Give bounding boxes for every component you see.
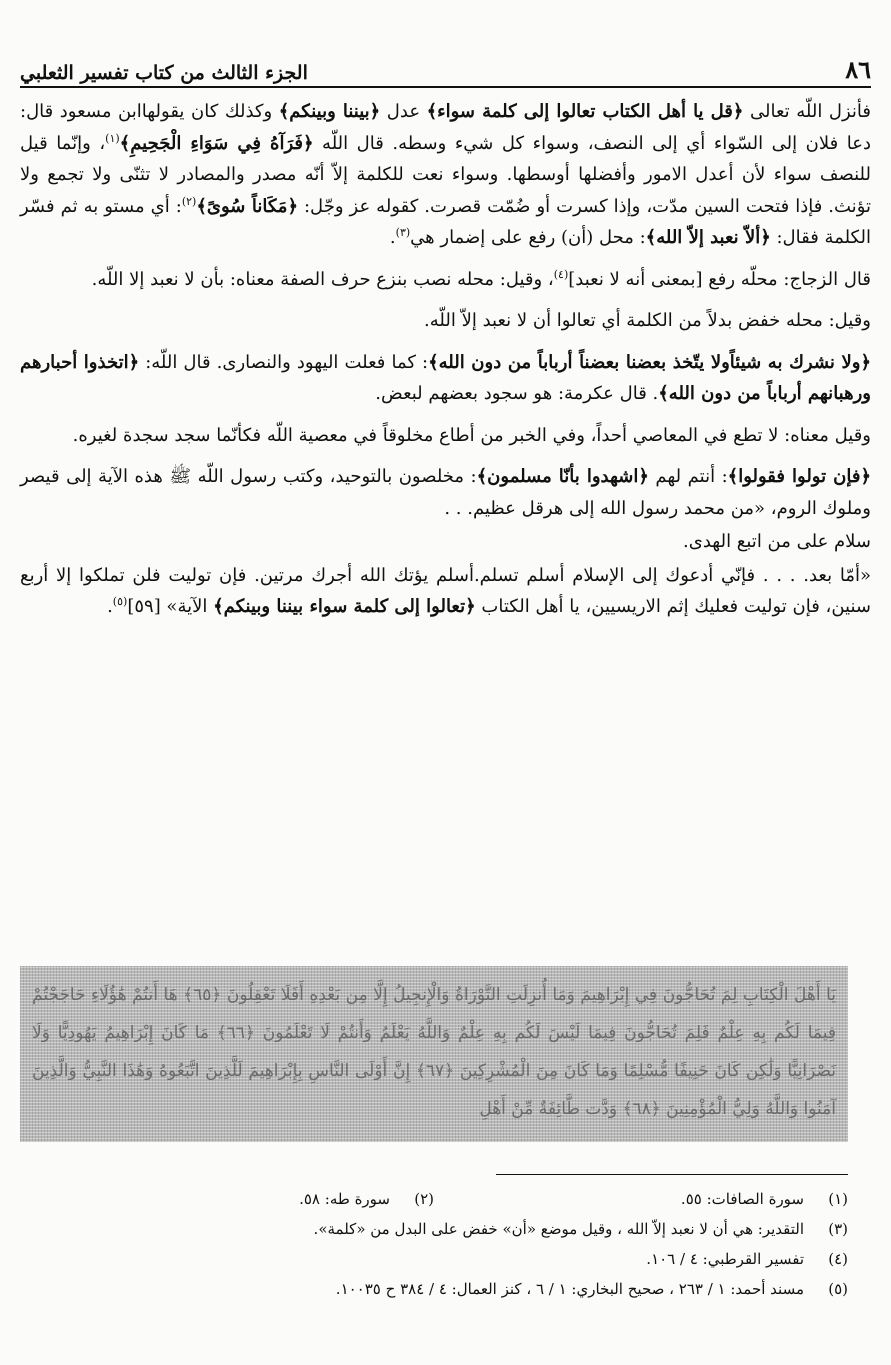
quran-quote: ﴿مَكَاناً سُوىً﴾	[196, 195, 298, 217]
text-run: وكذلك كان يقولهاابن مسعود قال: دعا فلان إلى السّواء أي إلى النصف، وسواء كل شيء وسطه. قال اللّه	[20, 101, 872, 154]
footnote-ref: (٥)	[112, 595, 128, 608]
paragraph	[20, 347, 871, 410]
text-run: قال الزجاج: محلّه رفع [بمعنى أنه لا نعبد]	[568, 268, 871, 290]
text-run: .	[389, 227, 396, 248]
paragraph	[20, 264, 871, 296]
text-run: : أنتم لهم	[648, 466, 728, 487]
footnote-ref: (١)	[105, 131, 120, 145]
footnote-ref: (٢)	[181, 194, 197, 208]
text-run: . قال عكرمة: هو سجود بعضهم لبعض.	[375, 383, 659, 404]
footnote-2: (٢) سورة طه: ٥٨.	[299, 1190, 434, 1208]
text-run: : مخلصون بالتوحيد، وكتب رسول اللّه ﷺ هذه الآية إلى قيصر وملوك الروم، «من محمد رسول الله إلى هرقل عظيم. . .	[20, 466, 871, 519]
quran-quote: ﴿ألاّ نعبد إلاّ الله﴾	[645, 227, 771, 248]
page-header	[20, 44, 871, 84]
text-run: عدل	[380, 101, 427, 122]
paragraph	[20, 461, 871, 524]
text-run: وقيل: محله خفض بدلاً من الكلمة أي تعالوا أن لا نعبد إلاّ اللّه.	[424, 310, 871, 331]
footnote-1: (١) سورة الصافات: ٥٥.	[680, 1190, 848, 1208]
text-run: ، وإنّما قيل للنصف سواء لأن أعدل الامور وأفضلها أوسطها. وسواء نعت للكلمة إلاّ أنّه مصدر والمصادر لا تثنّى ولا تجمع ولا تؤنث. فإذا فتحت السين مدّت، وإذا كسرت أو ضُمّت قصرت. كقوله عز وجّل:	[20, 132, 872, 217]
footnotes	[20, 1184, 848, 1304]
text-run: : كما فعلت اليهود والنصارى. قال اللّه:	[139, 351, 429, 373]
running-title: الجزء الثالث من كتاب تفسير الثعلبي	[20, 62, 308, 84]
footnote-3: (٣) التقدير: هي أن لا نعبد إلاّ الله ، وقيل موضع «أن» خفض على البدل من «كلمة».	[313, 1220, 848, 1238]
text-run: فأنزل اللّه تعالى	[743, 101, 872, 122]
header-rule	[20, 86, 871, 88]
quran-quote: ﴿اشهدوا بأنّا مسلمون﴾	[476, 466, 649, 487]
main-text	[20, 96, 871, 633]
quran-quote: ﴿فَرَآهُ فِي سَوَاءِ الْجَحِيمِ﴾	[119, 132, 314, 154]
quran-quote: ﴿قل يا أهل الكتاب تعالوا إلى كلمة سواء﴾	[426, 101, 744, 122]
text-run: .	[107, 596, 113, 617]
paragraph	[20, 96, 871, 254]
footnote-4: (٤) تفسير القرطبي: ٤ / ١٠٦.	[646, 1250, 848, 1268]
paragraph	[20, 420, 871, 452]
text-run: ، وقيل: محله نصب بنزع حرف الصفة معناه: بأن لا نعبد إلا اللّه.	[91, 268, 554, 290]
page-number: ٨٦	[845, 55, 871, 84]
text-run: وقيل معناه: لا تطع في المعاصي أحداً، وفي الخبر من أطاع مخلوقاً في معصية اللّه فكأنّما سجد سجدة لغيره.	[72, 424, 871, 446]
text-run: : أي مستو به ثم فسّر الكلمة فقال:	[20, 195, 871, 248]
quran-quote: ﴿اتخذوا أحبارهم ورهبانهم أرباباً من دون الله﴾	[20, 351, 871, 404]
footnote-rule	[496, 1174, 848, 1175]
footnote-ref: (٣)	[395, 226, 411, 239]
text-run: سلام على من اتبع الهدى.	[683, 531, 871, 552]
footnote-row	[20, 1184, 848, 1214]
quran-quote: ﴿تعالوا إلى كلمة سواء بيننا وبينكم﴾	[213, 596, 476, 617]
footnote-ref: (٤)	[553, 267, 569, 281]
quran-quote: ﴿ولا نشرك به شيئاًولا يتّخذ بعضنا بعضناً أرباباً من دون الله﴾	[428, 351, 872, 373]
text-run: «أمّا بعد. . . . فإنّي أدعوك إلى الإسلام أسلم تسلم.أسلم يؤتك الله أجرك مرتين. فإن توليت فلن تملكوا إلا أربع سنين، فإن توليت فعليك إثم الاريسيين، يا أهل الكتاب	[20, 564, 871, 617]
verse-text: يَا أَهْلَ الْكِتَابِ لِمَ تُحَاجُّونَ فِي إِبْرَاهِيمَ وَمَا أُنزِلَتِ التَّوْرَاةُ وَالْإِنجِيلُ إِلَّا مِن بَعْدِهِ أَفَلَا تَعْقِلُونَ ﴿٦٥﴾ هَا أَنتُمْ هَٰؤُلَاءِ حَاجَجْتُمْ فِيمَا لَكُم بِهِ عِلْمٌ فَلِمَ تُحَاجُّونَ فِيمَا لَيْسَ لَكُم بِهِ عِلْمٌ وَاللَّهُ يَعْلَمُ وَأَنتُمْ لَا تَعْلَمُونَ ﴿٦٦﴾ مَا كَانَ إِبْرَاهِيمُ يَهُودِيًّا وَلَا نَصْرَانِيًّا وَلَٰكِن كَانَ حَنِيفًا مُّسْلِمًا وَمَا كَانَ مِنَ الْمُشْرِكِينَ ﴿٦٧﴾ إِنَّ أَوْلَى النَّاسِ بِإِبْرَاهِيمَ لَلَّذِينَ اتَّبَعُوهُ وَهَٰذَا النَّبِيُّ وَالَّذِينَ آمَنُوا وَاللَّهُ وَلِيُّ الْمُؤْمِنِينَ ﴿٦٨﴾ وَدَّت طَّائِفَةٌ مِّنْ أَهْلِ	[32, 985, 837, 1119]
paragraph	[20, 560, 871, 623]
quran-quote: ﴿فإن تولوا فقولوا﴾	[727, 466, 872, 487]
quran-quote: ﴿بيننا وبينكم﴾	[278, 101, 381, 122]
quran-verse-box	[20, 966, 848, 1142]
paragraph	[20, 305, 871, 337]
text-run: الآية» [٥٩]	[127, 596, 214, 617]
footnote-5: (٥) مسند أحمد: ١ / ٢٦٣ ، صحيح البخاري: ١ / ٦ ، كنز العمال: ٤ / ٣٨٤ ح ١٠٠٣٥.	[335, 1280, 848, 1298]
text-run: : محل (أن) رفع على إضمار هي	[410, 227, 646, 248]
paragraph	[20, 526, 871, 558]
